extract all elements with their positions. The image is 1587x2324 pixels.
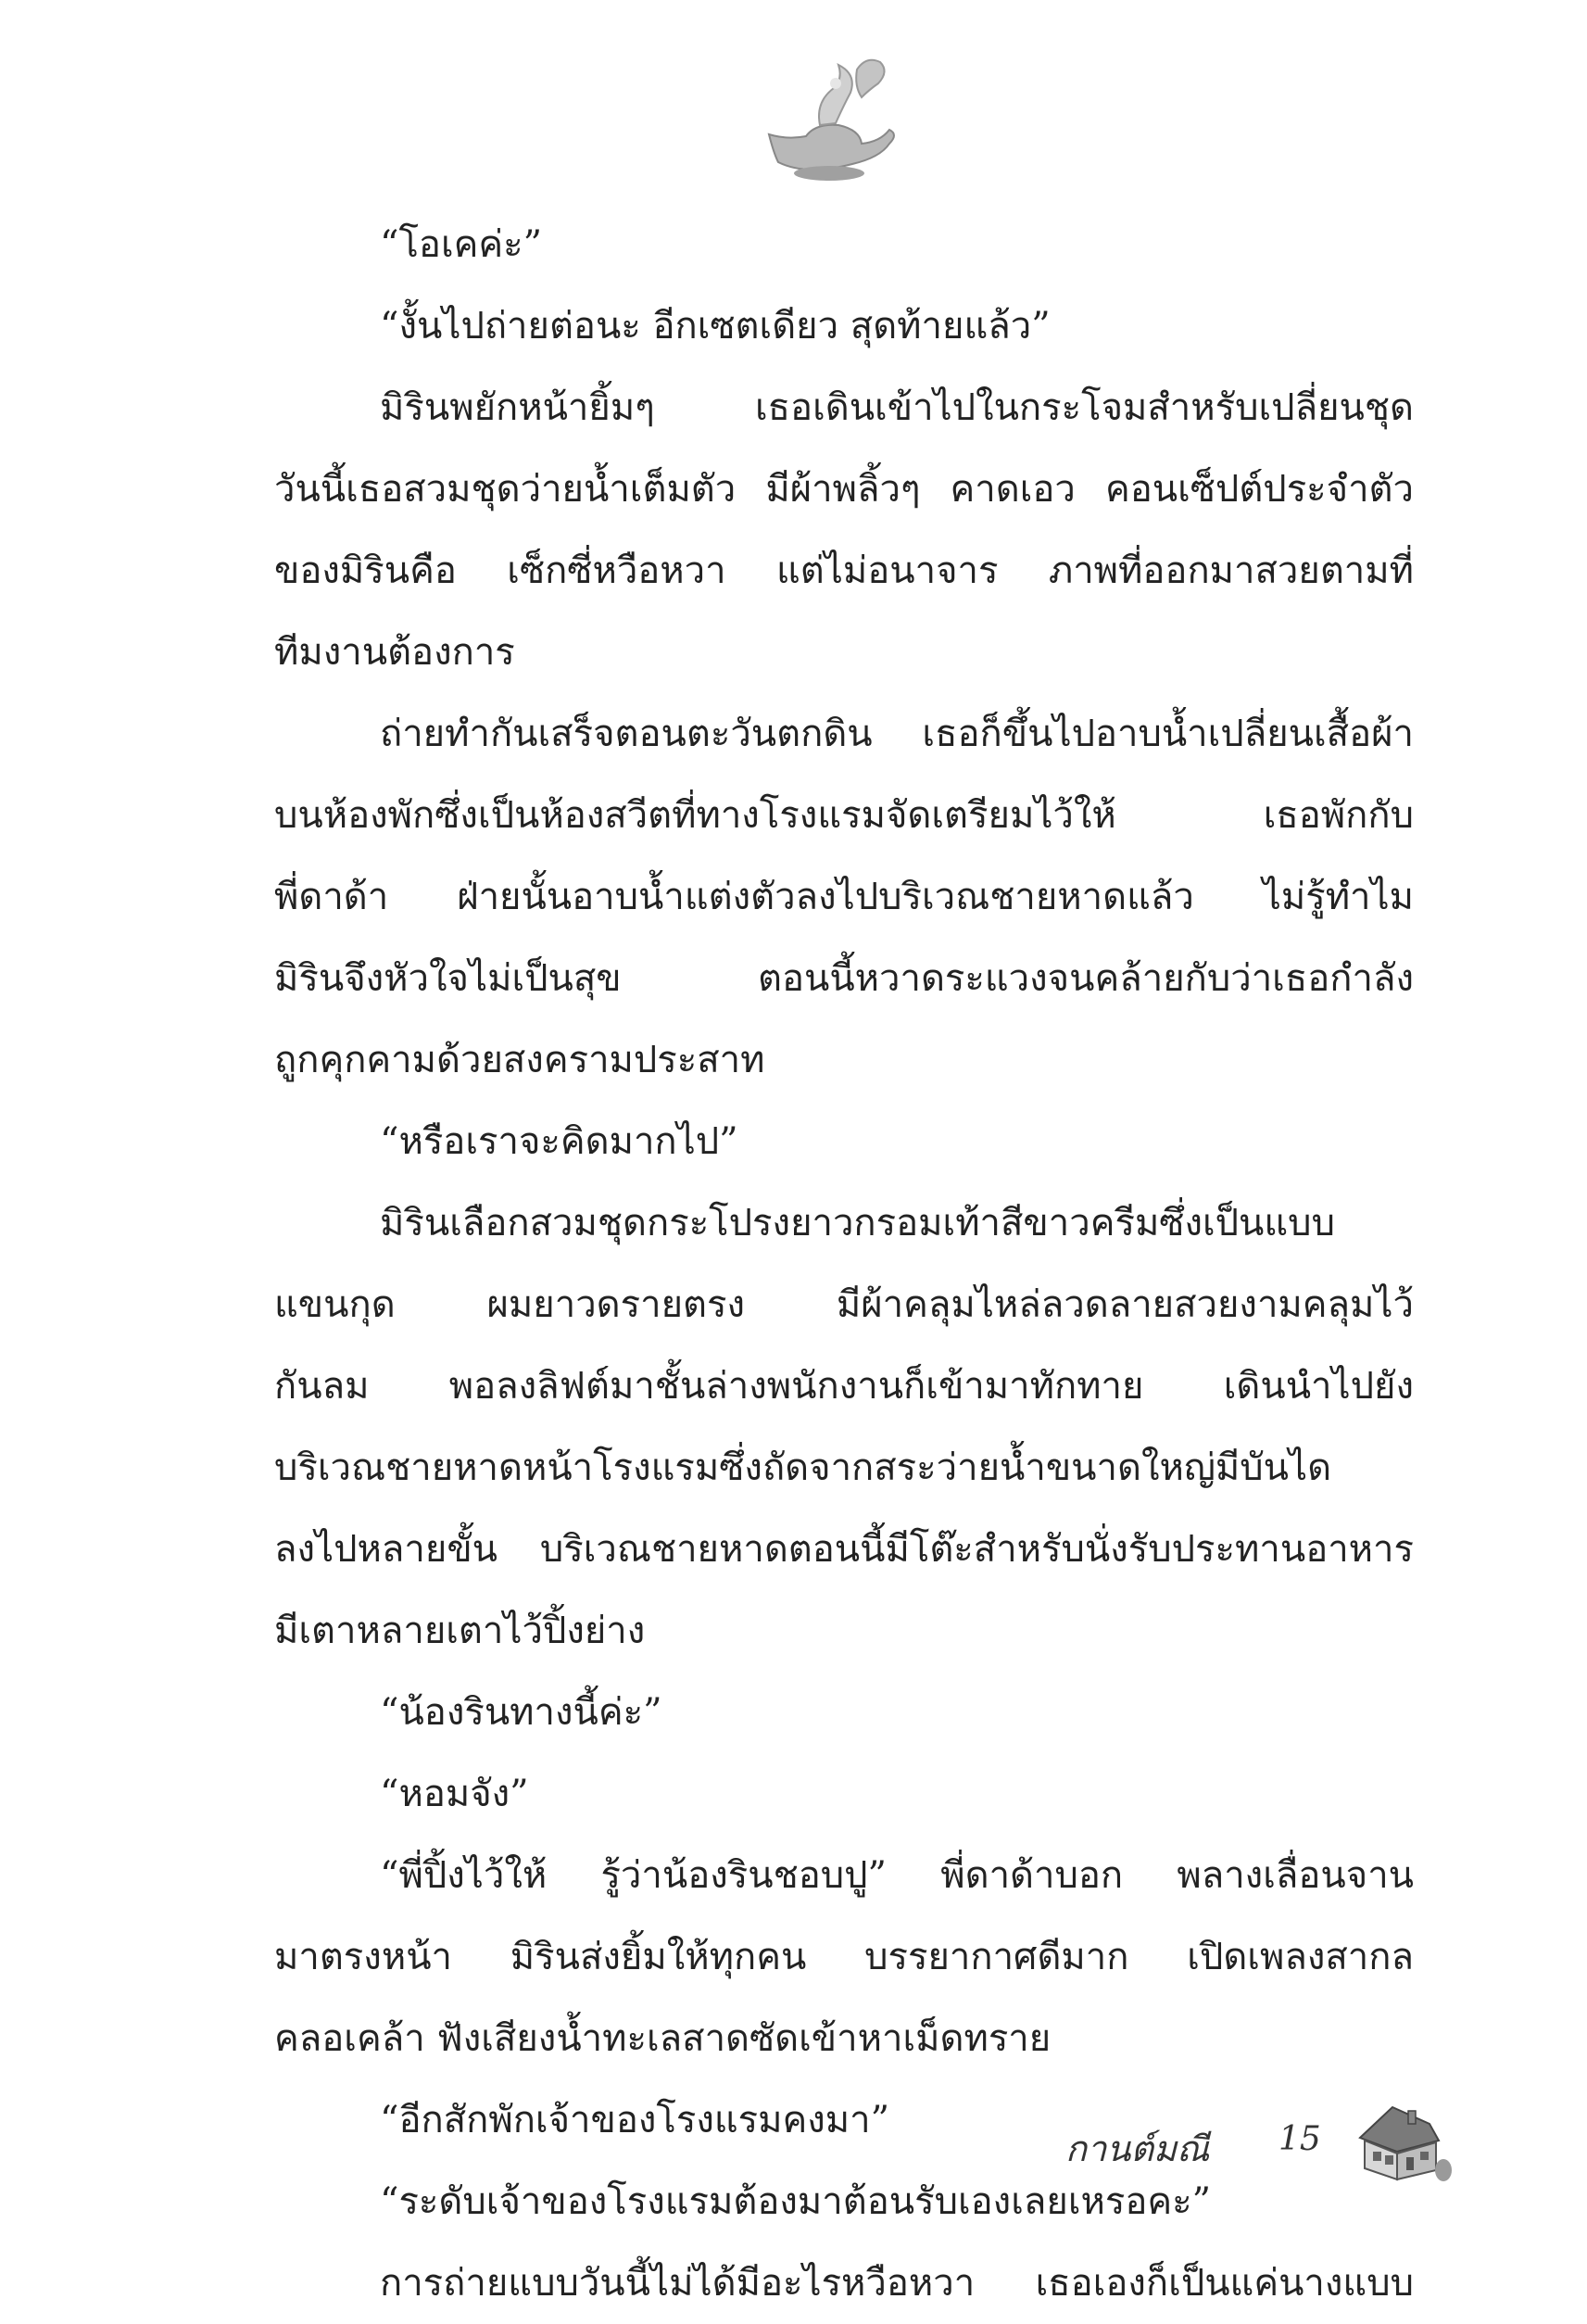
paragraph-line: บริเวณชายหาดหน้าโรงแรมซึ่งถัดจากสระว่ายน้ำขนาดใหญ่มีบันได <box>274 1446 1332 1489</box>
paragraph-line: “หรือเราจะคิดมากไป” <box>380 1120 738 1163</box>
paragraph-line: “โอเคค่ะ” <box>380 223 543 266</box>
paragraph-line: คลอเคล้า ฟังเสียงน้ำทะเลสาดซัดเข้าหาเม็ดทราย <box>274 2017 1052 2060</box>
book-title: กานต์มณี <box>1065 2128 1210 2169</box>
story-text <box>274 204 1414 2324</box>
paragraph-line: พี่ดาด้า ฝ่ายนั้นอาบน้ำแต่งตัวลงไปบริเวณชายหาดแล้ว ไม่รู้ทำไม <box>274 876 1414 918</box>
paragraph-line: การถ่ายแบบวันนี้ไม่ได้มีอะไรหวือหวา เธอเองก็เป็นแค่นางแบบ <box>380 2262 1414 2305</box>
paragraph-line: “หอมจัง” <box>380 1773 529 1815</box>
paragraph-line: ของมิรินคือ เซ็กซี่หวือหวา แต่ไม่อนาจาร ภาพที่ออกมาสวยตามที่ <box>274 549 1414 592</box>
paragraph-line: “พี่ปิ้งไว้ให้ รู้ว่าน้องรินชอบปู” พี่ดาด้าบอก พลางเลื่อนจาน <box>380 1854 1414 1897</box>
paragraph-line: วันนี้เธอสวมชุดว่ายน้ำเต็มตัว มีผ้าพลิ้วๆ คาดเอว คอนเซ็ปต์ประจำตัว <box>274 468 1414 511</box>
paragraph-line: กันลม พอลงลิฟต์มาชั้นล่างพนักงานก็เข้ามาทักทาย เดินนำไปยัง <box>274 1365 1414 1408</box>
paragraph-line: “อีกสักพักเจ้าของโรงแรมคงมา” <box>380 2099 890 2141</box>
paragraph-line: มิรินจึงหัวใจไม่เป็นสุข ตอนนี้หวาดระแวงจนคล้ายกับว่าเธอกำลัง <box>274 957 1414 1000</box>
paragraph-line: “น้องรินทางนี้ค่ะ” <box>380 1691 662 1734</box>
page-number: 15 <box>1278 2120 1321 2158</box>
paragraph-line: “ระดับเจ้าของโรงแรมต้องมาต้อนรับเองเลยเหรอคะ” <box>380 2180 1212 2223</box>
paragraph-line: ถูกคุกคามด้วยสงครามประสาท <box>274 1039 765 1081</box>
paragraph-line: มาตรงหน้า มิรินส่งยิ้มให้ทุกคน บรรยากาศดีมาก เปิดเพลงสากล <box>274 1936 1414 1978</box>
paragraph-line: ลงไปหลายขั้น บริเวณชายหาดตอนนี้มีโต๊ะสำหรับนั่งรับประทานอาหาร <box>274 1528 1414 1571</box>
genie-lamp-icon <box>750 51 908 190</box>
paragraph-line: แขนกุด ผมยาวดรายตรง มีผ้าคลุมไหล่ลวดลายสวยงามคลุมไว้ <box>274 1283 1414 1326</box>
paragraph-line: มีเตาหลายเตาไว้ปิ้งย่าง <box>274 1610 646 1652</box>
paragraph-line: บนห้องพักซึ่งเป็นห้องสวีตที่ทางโรงแรมจัดเตรียมไว้ให้ เธอพักกับ <box>274 794 1414 837</box>
house-icon <box>1351 2096 1453 2184</box>
paragraph-line: มิรินพยักหน้ายิ้มๆ เธอเดินเข้าไปในกระโจมสำหรับเปลี่ยนชุด <box>380 386 1414 429</box>
paragraph-line: ถ่ายทำกันเสร็จตอนตะวันตกดิน เธอก็ขึ้นไปอาบน้ำเปลี่ยนเสื้อผ้า <box>380 713 1414 755</box>
paragraph-line: มิรินเลือกสวมชุดกระโปรงยาวกรอมเท้าสีขาวครีมซึ่งเป็นแบบ <box>380 1202 1335 1244</box>
paragraph-line: ทีมงานต้องการ <box>274 631 515 674</box>
paragraph-line: “งั้นไปถ่ายต่อนะ อีกเซตเดียว สุดท้ายแล้ว” <box>380 305 1051 347</box>
